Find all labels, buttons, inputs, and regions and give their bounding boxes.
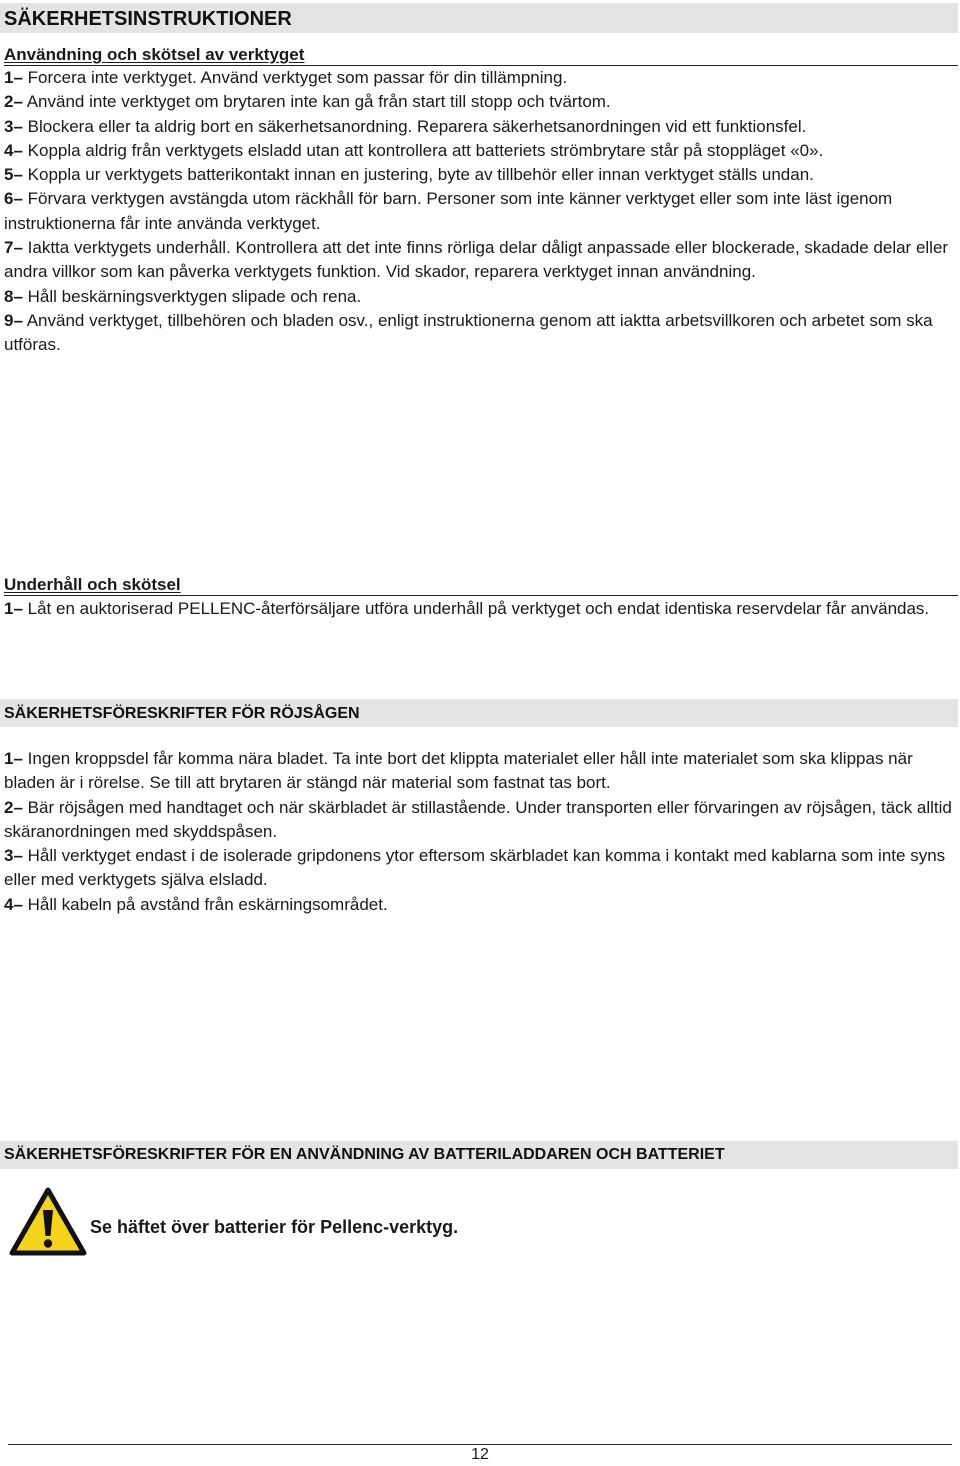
item-number: 2– bbox=[4, 92, 23, 112]
item-text: Håll kabeln på avstånd från eskärningsområdet. bbox=[22, 894, 388, 914]
item-text: Använd inte verktyget om brytaren inte kan gå från start till stopp och tvärtom. bbox=[22, 92, 611, 112]
instruction-item bbox=[4, 747, 956, 796]
page-number: 12 bbox=[471, 1446, 489, 1463]
instruction-item bbox=[4, 115, 956, 139]
instruction-item bbox=[4, 796, 956, 845]
item-number: 7– bbox=[4, 238, 23, 258]
item-text: Låt en auktoriserad PELLENC-återförsäljare utföra underhåll på verktyget och endat identiska reservdelar får användas. bbox=[22, 599, 930, 618]
header-band bbox=[0, 3, 958, 33]
instruction-item bbox=[4, 90, 956, 114]
item-number: 6– bbox=[4, 189, 23, 209]
item-number: 4– bbox=[4, 894, 23, 914]
instruction-item bbox=[4, 597, 956, 621]
item-number: 1– bbox=[4, 749, 23, 768]
instruction-item bbox=[4, 187, 956, 236]
item-text: Bär röjsågen med handtaget och när skärbladet är stillastående. Under transporten eller förvaringen av röjsågen, täck alltid skäranordningen med skyddspåsen. bbox=[4, 797, 952, 841]
item-text: Håll beskärningsverktygen slipade och rena. bbox=[22, 286, 362, 306]
section-subtitle: Underhåll och skötsel bbox=[4, 575, 958, 596]
instruction-item bbox=[4, 163, 956, 187]
item-number: 9– bbox=[4, 310, 23, 330]
item-text: Håll verktyget endast i de isolerade gripdonens ytor eftersom skärbladet kan komma i kontakt med kablarna som inte syns eller med verktygets själva elsladd. bbox=[4, 846, 946, 890]
instruction-item bbox=[4, 236, 956, 285]
item-number: 1– bbox=[4, 599, 23, 618]
item-text: Iaktta verktygets underhåll. Kontrollera att det inte finns rörliga delar dåligt anpassade eller blockerade, skadade delar eller andra villkor som kan påverka verktygets funktion. Vid skador, reparera verktyget innan användning. bbox=[4, 238, 949, 282]
section-subtitle: Användning och skötsel av verktyget bbox=[4, 45, 958, 66]
item-text: Forcera inte verktyget. Använd verktyget som passar för din tillämpning. bbox=[22, 68, 568, 87]
item-text: Koppla ur verktygets batterikontakt innan en justering, byte av tillbehör eller innan verktyget ställs undan. bbox=[22, 165, 814, 185]
item-number: 3– bbox=[4, 116, 23, 136]
instruction-item bbox=[4, 844, 956, 893]
warning-triangle-icon bbox=[8, 1186, 88, 1258]
item-number: 4– bbox=[4, 140, 23, 160]
instruction-item bbox=[4, 66, 956, 90]
section-title: SÄKERHETSFÖRESKRIFTER FÖR EN ANVÄNDNING AV BATTERILADDAREN OCH BATTERIET bbox=[4, 1146, 725, 1163]
instruction-item bbox=[4, 139, 956, 163]
page-title: SÄKERHETSINSTRUKTIONER bbox=[4, 8, 292, 30]
item-text: Använd verktyget, tillbehören och bladen osv., enligt instruktionerna genom att iaktta arbetsvillkoren och arbetet som ska utföras. bbox=[4, 310, 933, 355]
instruction-list bbox=[4, 747, 956, 917]
section-band bbox=[0, 1141, 958, 1169]
item-number: 2– bbox=[4, 797, 23, 817]
instruction-list bbox=[4, 66, 956, 358]
instruction-item bbox=[4, 285, 956, 309]
item-number: 8– bbox=[4, 286, 23, 306]
item-text: Ingen kroppsdel får komma nära bladet. Ta inte bort det klippta materialet eller håll inte materialet som ska klippas när bladen är i rörelse. Se till att brytaren är stängd när material som fastnat tas bort. bbox=[4, 749, 913, 793]
item-number: 1– bbox=[4, 68, 23, 87]
instruction-item bbox=[4, 893, 956, 917]
warning-text: Se häftet över batterier för Pellenc-verktyg. bbox=[90, 1217, 459, 1237]
item-number: 3– bbox=[4, 846, 23, 866]
section-title: SÄKERHETSFÖRESKRIFTER FÖR RÖJSÅGEN bbox=[4, 705, 360, 722]
item-number: 5– bbox=[4, 165, 23, 185]
item-text: Förvara verktygen avstängda utom räckhåll för barn. Personer som inte känner verktyget eller som inte läst igenom instruktionerna får inte använda verktyget. bbox=[4, 189, 893, 233]
instruction-item bbox=[4, 309, 956, 358]
instruction-list bbox=[4, 597, 956, 621]
item-text: Blockera eller ta aldrig bort en säkerhetsanordning. Reparera säkerhetsanordningen vid ett funktionsfel. bbox=[22, 116, 807, 136]
item-text: Koppla aldrig från verktygets elsladd utan att kontrollera att batteriets strömbrytare står på stoppläget «0». bbox=[22, 140, 824, 160]
section-band bbox=[0, 699, 958, 727]
